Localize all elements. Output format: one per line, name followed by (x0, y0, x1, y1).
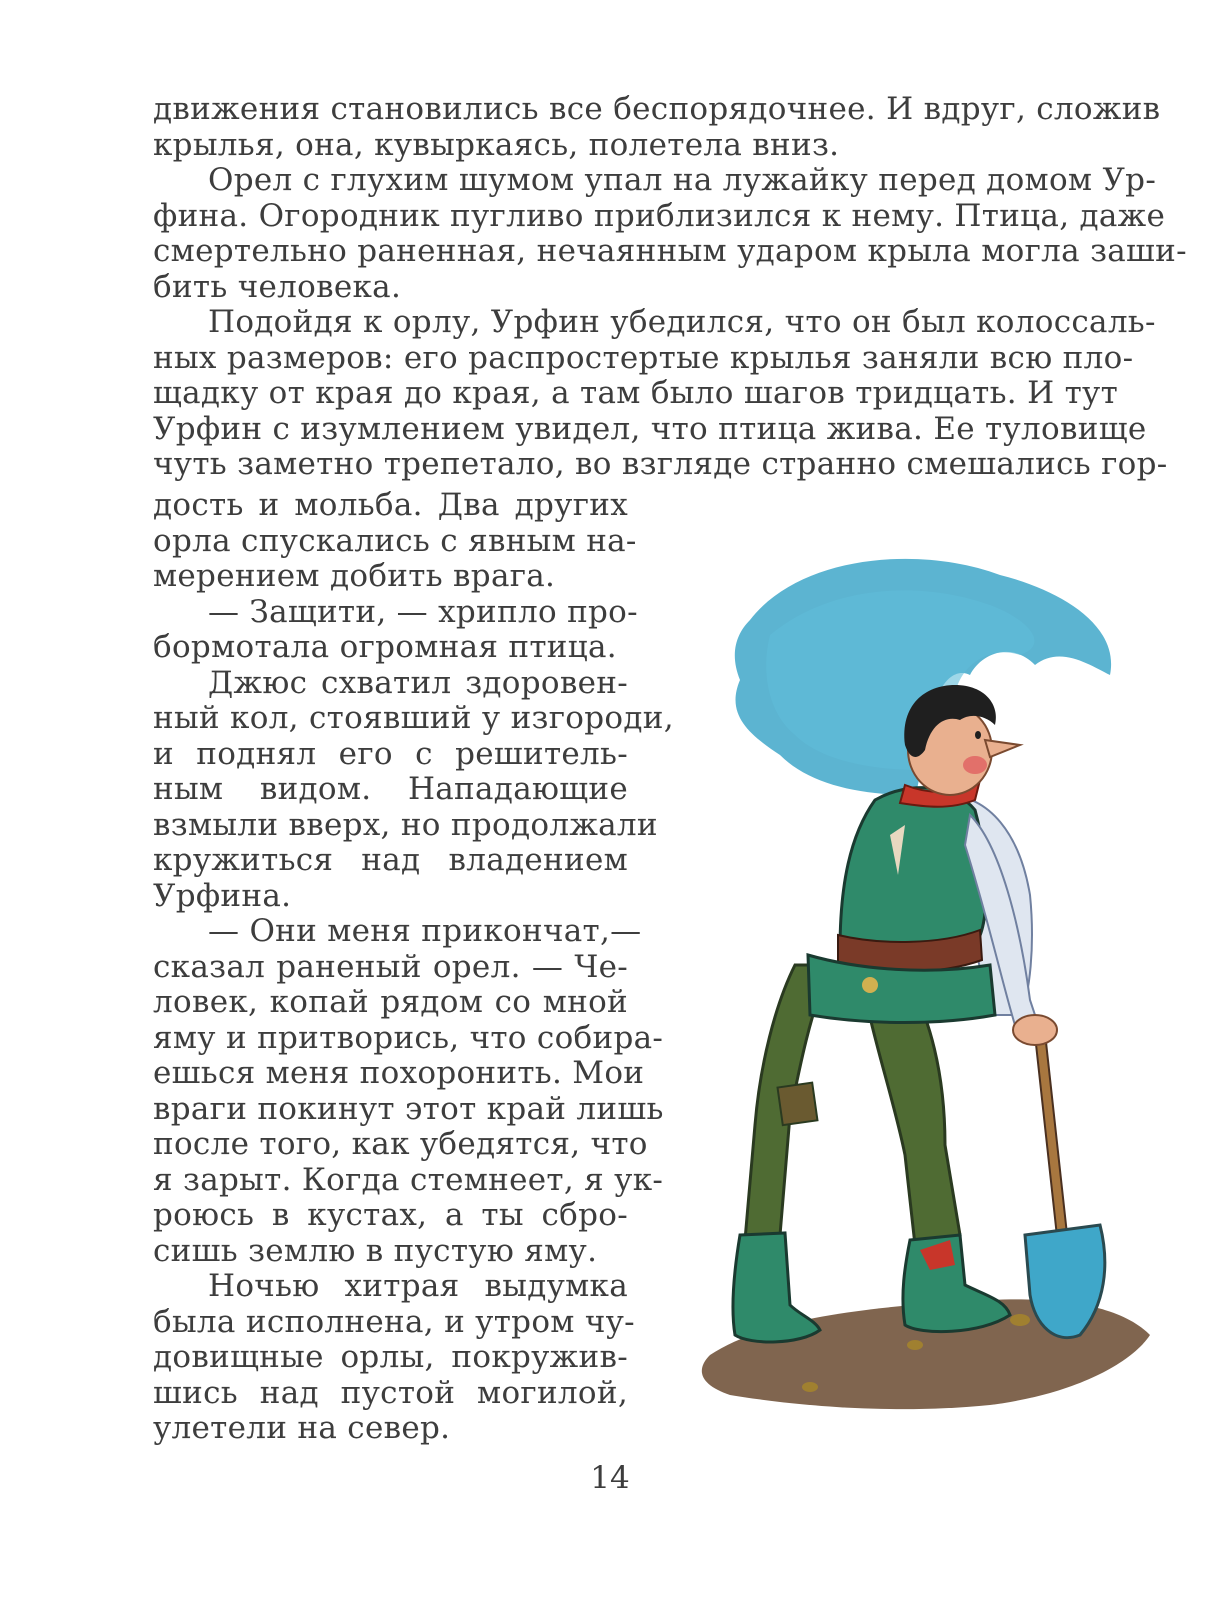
belt-button (862, 977, 878, 993)
knee-patch (778, 1083, 818, 1126)
text-line: была исполнена, и утром чу- (153, 1303, 635, 1340)
text-line: бить человека. (153, 268, 402, 305)
text-line: довищные орлы, покружив- (153, 1339, 628, 1375)
ground-stone (1010, 1314, 1030, 1326)
hand (1013, 1015, 1057, 1045)
text-line: чуть заметно трепетало, во взгляде странно смешались гор- (153, 446, 1168, 482)
text-line: Урфина. (153, 877, 292, 914)
text-line: роюсь в кустах, а ты сбро- (153, 1197, 628, 1233)
page-number: 14 (590, 1460, 630, 1496)
nose (985, 740, 1020, 757)
text-line: Ночью хитрая выдумка (208, 1268, 628, 1304)
text-line: улетели на север. (153, 1410, 451, 1446)
text-line: яму и притворись, что собира- (153, 1019, 664, 1056)
text-line: шись над пустой могилой, (153, 1374, 628, 1411)
text-line: ловек, копай рядом со мной (153, 984, 628, 1020)
text-line: — Защити, — хрипло про- (208, 593, 638, 630)
text-line: ешься меня похоронить. Мои (153, 1055, 645, 1091)
text-line: движения становились все беспорядочнее. И вдруг, сложив (153, 91, 1161, 127)
text-line: я зарыт. Когда стемнеет, я ук- (153, 1161, 664, 1198)
text-line: ный кол, стоявший у изгороди, (153, 700, 674, 736)
text-line: Орел с глухим шумом упал на лужайку перед домом Ур- (208, 162, 1157, 198)
cheek (963, 756, 987, 774)
text-line: ным видом. Нападающие (153, 771, 628, 807)
text-line: мерением добить врага. (153, 558, 556, 594)
text-line: сишь землю в пустую яму. (153, 1232, 598, 1269)
text-line: орла спускались с явным на- (153, 522, 637, 559)
text-line: фина. Огородник пугливо приблизился к нему. Птица, даже (153, 197, 1166, 234)
text-line: враги покинут этот край лишь (153, 1090, 664, 1127)
text-line: после того, как убедятся, что (153, 1126, 648, 1162)
column-text-block (153, 487, 674, 1447)
text-line: — Они меня прикончат,— (208, 913, 642, 949)
text-line: Джюс схватил здоровен- (208, 664, 628, 701)
text-line: бормотала огромная птица. (153, 629, 617, 665)
text-line: кружиться над владением (153, 842, 628, 878)
text-line: и поднял его с решитель- (153, 735, 628, 772)
text-line: смертельно раненная, нечаянным ударом крыла могла заши- (153, 233, 1187, 269)
urfin-illustration (690, 545, 1160, 1465)
text-line: сказал раненый орел. — Че- (153, 948, 628, 985)
ground-stone (802, 1382, 818, 1392)
text-line: ных размеров: его распростертые крылья заняли всю пло- (153, 339, 1134, 376)
ground-stone (907, 1340, 923, 1350)
back-boot (903, 1235, 1010, 1332)
text-line: Урфин с изумлением увидел, что птица жива. Ее туловище (153, 410, 1147, 447)
full-width-text-block (153, 91, 1187, 483)
text-line: щадку от края до края, а там было шагов тридцать. И тут (153, 375, 1119, 411)
text-line: взмыли вверх, но продолжали (153, 806, 658, 843)
front-boot (733, 1233, 820, 1342)
text-line: Подойдя к орлу, Урфин убедился, что он был колоссаль- (208, 304, 1156, 340)
text-line: крылья, она, кувыркаясь, полетела вниз. (153, 126, 840, 163)
eye (975, 731, 981, 739)
text-line: дость и мольба. Два других (153, 487, 628, 523)
